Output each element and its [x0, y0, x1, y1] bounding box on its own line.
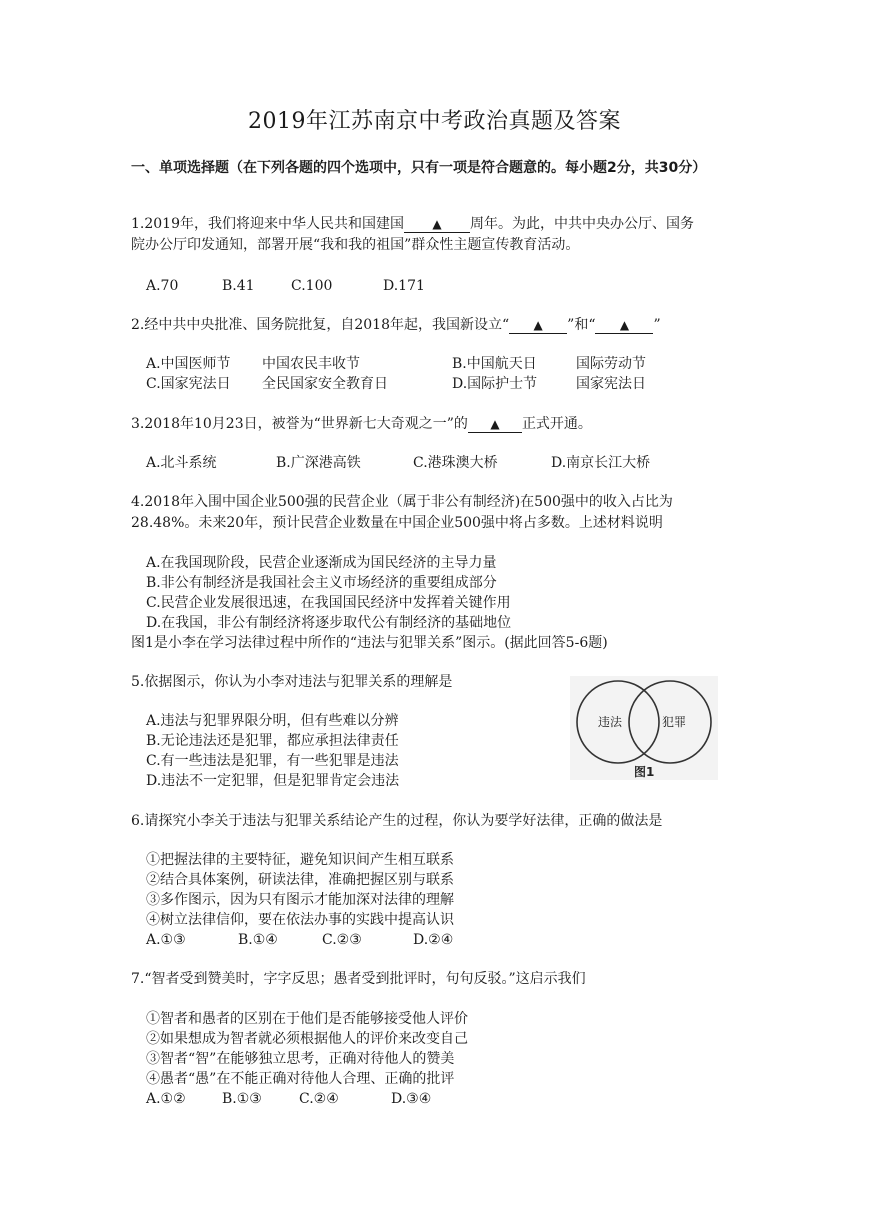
q7-option-c: C.②④ — [299, 1091, 339, 1107]
q3-text-post: 正式开通。 — [521, 416, 592, 432]
q4-option-b: B.非公有制经济是我国社会主义市场经济的重要组成部分 — [146, 575, 497, 591]
question-7-stem: 7.“智者受到赞美时，字字反思；愚者受到批评时，句句反驳。”这启示我们 — [131, 971, 586, 987]
q3-answer-blank: ▲ — [468, 416, 522, 433]
q1-text-post: 周年。为此，中共中央办公厅、国务 — [470, 216, 694, 232]
q7-item-1: ①智者和愚者的区别在于他们是否能够接受他人评价 — [146, 1011, 468, 1027]
q2-option-d-second: 国家宪法日 — [576, 376, 646, 392]
q7-option-a: A.①② — [146, 1091, 186, 1107]
section-heading: 一、单项选择题（在下列各题的四个选项中，只有一项是符合题意的。每小题2分，共30分） — [131, 160, 707, 176]
q2-option-c: C.国家宪法日 — [146, 376, 231, 392]
q6-option-c: C.②③ — [322, 932, 362, 948]
figure-intro: 图1是小李在学习法律过程中所作的“违法与犯罪关系”图示。(据此回答5-6题) — [131, 635, 608, 651]
q6-item-3: ③多作图示，因为只有图示才能加深对法律的理解 — [146, 892, 454, 908]
q4-option-c: C.民营企业发展很迅速，在我国国民经济中发挥着关键作用 — [146, 595, 511, 611]
crime-label: 犯罪 — [662, 715, 687, 729]
q1-option-b: B.41 — [222, 278, 255, 294]
q1-option-c: C.100 — [291, 278, 333, 294]
q3-option-a: A.北斗系统 — [146, 455, 217, 471]
question-4-line-2: 28.48%。未来20年，预计民营企业数量在中国企业500强中将占多数。上述材料说明 — [131, 515, 663, 531]
q6-option-b: B.①④ — [238, 932, 278, 948]
q4-option-a: A.在我国现阶段，民营企业逐渐成为国民经济的主导力量 — [146, 555, 497, 571]
q1-option-a: A.70 — [146, 278, 179, 294]
q7-option-d: D.③④ — [391, 1091, 432, 1107]
q2-option-d: D.国际护士节 — [452, 376, 538, 392]
q5-option-a: A.违法与犯罪界限分明，但有些难以分辨 — [146, 713, 399, 729]
q7-item-2: ②如果想成为智者就必须根据他人的评价来改变自己 — [146, 1031, 468, 1047]
question-1-line-1 — [131, 214, 751, 234]
q6-option-d: D.②④ — [413, 932, 454, 948]
q6-option-a: A.①③ — [146, 932, 186, 948]
q1-option-d: D.171 — [383, 278, 425, 294]
q7-item-3: ③智者“智”在能够独立思考，正确对待他人的赞美 — [146, 1051, 455, 1067]
q2-option-b-second: 国际劳动节 — [576, 356, 646, 372]
page-title: 2019年江苏南京中考政治真题及答案 — [248, 109, 621, 134]
q2-option-c-second: 全民国家安全教育日 — [262, 376, 388, 392]
q3-option-b: B.广深港高铁 — [276, 455, 361, 471]
illegal-label: 违法 — [598, 715, 623, 729]
question-1-line-2: 院办公厅印发通知，部署开展“我和我的祖国”群众性主题宣传教育活动。 — [131, 237, 580, 253]
q2-text-mid: ”和“ — [567, 317, 596, 333]
q6-item-1: ①把握法律的主要特征，避免知识间产生相互联系 — [146, 852, 454, 868]
q7-item-4: ④愚者“愚”在不能正确对待他人合理、正确的批评 — [146, 1071, 455, 1087]
question-4-line-1: 4.2018年入围中国企业500强的民营企业（属于非公有制经济)在500强中的收入占比为 — [131, 494, 673, 510]
q2-text-post: ” — [653, 317, 661, 333]
q1-answer-blank: ▲ — [404, 216, 470, 233]
q4-option-d: D.在我国，非公有制经济将逐步取代公有制经济的基础地位 — [146, 615, 512, 631]
q3-text-pre: 3.2018年10月23日，被誉为“世界新七大奇观之一”的 — [131, 416, 468, 432]
q2-option-a-second: 中国农民丰收节 — [262, 356, 360, 372]
question-2-stem — [131, 315, 751, 335]
q1-text-pre: 1.2019年，我们将迎来中华人民共和国建国 — [131, 216, 404, 232]
q5-option-d: D.违法不一定犯罪，但是犯罪肯定会违法 — [146, 773, 400, 789]
question-5-stem: 5.依据图示，你认为小李对违法与犯罪关系的理解是 — [131, 674, 453, 690]
q2-text-pre: 2.经中共中央批准、国务院批复，自2018年起，我国新设立“ — [131, 317, 510, 333]
q5-option-c: C.有一些违法是犯罪，有一些犯罪是违法 — [146, 753, 399, 769]
question-6-stem: 6.请探究小李关于违法与犯罪关系结论产生的过程，你认为要学好法律，正确的做法是 — [131, 813, 663, 829]
q3-option-c: C.港珠澳大桥 — [413, 455, 498, 471]
q2-answer-blank-2: ▲ — [595, 317, 653, 334]
q3-option-d: D.南京长江大桥 — [551, 455, 651, 471]
q6-item-4: ④树立法律信仰，要在依法办事的实践中提高认识 — [146, 912, 454, 928]
question-3-stem — [131, 414, 751, 434]
q7-option-b: B.①③ — [222, 1091, 262, 1107]
figure-caption: 图1 — [634, 765, 655, 779]
q2-option-b: B.中国航天日 — [452, 356, 537, 372]
q2-option-a: A.中国医师节 — [146, 356, 231, 372]
q5-option-b: B.无论违法还是犯罪，都应承担法律责任 — [146, 733, 399, 749]
q6-item-2: ②结合具体案例，研读法律，准确把握区别与联系 — [146, 872, 454, 888]
q2-answer-blank-1: ▲ — [509, 317, 567, 334]
